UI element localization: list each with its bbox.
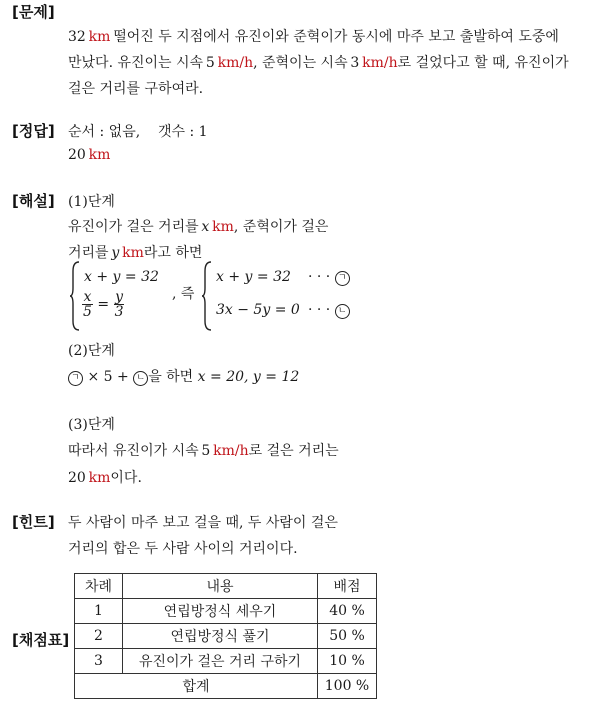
total-points: 100 % bbox=[318, 674, 377, 699]
answer-order: 순서 : 없음, bbox=[68, 124, 141, 140]
total-label: 합계 bbox=[75, 674, 318, 699]
table-row: 3 유진이가 걸은 거리 구하기 10 % bbox=[75, 649, 377, 674]
circled-nieun-icon: ㄴ bbox=[133, 371, 148, 386]
problem-line-1: 32 km 떨어진 두 지점에서 유진이와 준혁이가 동시에 마주 보고 출발하여 도중에 bbox=[68, 29, 559, 45]
answer-value: 20 km bbox=[68, 147, 111, 163]
table-row: 2 연립방정식 풀기 50 % bbox=[75, 624, 377, 649]
circled-giyeok-icon: ㄱ bbox=[68, 371, 83, 386]
solution-label: [해설] bbox=[12, 192, 55, 210]
hint-line-2: 거리의 합은 두 사람 사이의 거리이다. bbox=[68, 541, 298, 557]
system-2-eq-2: 3x − 5y = 0 bbox=[216, 302, 300, 318]
step-3-line-1: 따라서 유진이가 시속 5 km/h로 걸은 거리는 bbox=[68, 443, 339, 459]
problem-label: [문제] bbox=[12, 3, 55, 21]
step-2-title: (2)단계 bbox=[68, 343, 115, 359]
system-joiner: , 즉 bbox=[172, 286, 195, 302]
header-no: 차례 bbox=[75, 574, 123, 599]
table-header-row bbox=[75, 574, 377, 599]
step-3-line-2: 20 km이다. bbox=[68, 470, 142, 486]
unit-kmh: km/h bbox=[213, 443, 249, 459]
unit-kmh: km/h bbox=[217, 55, 254, 71]
scoring-table bbox=[74, 573, 377, 699]
left-brace-2 bbox=[201, 261, 213, 331]
unit-km: km bbox=[122, 245, 144, 261]
circled-giyeok-icon: ㄱ bbox=[335, 271, 350, 286]
unit-kmh: km/h bbox=[362, 55, 398, 71]
unit-km: km bbox=[88, 147, 111, 163]
scoring-label: [채점표] bbox=[12, 631, 70, 649]
step-1-line-2: 거리를 y km라고 하면 bbox=[68, 245, 203, 261]
unit-km: km bbox=[88, 29, 111, 45]
answer-label: [정답] bbox=[12, 122, 55, 140]
system-1-eq-1: x + y = 32 bbox=[84, 269, 159, 285]
unit-km: km bbox=[212, 219, 234, 235]
system-1-eq-2: $\frac{x}{5}$ = $\frac{y}{3}$ bbox=[83, 289, 124, 320]
step-1-line-1: 유진이가 걸은 거리를 x km, 준혁이가 걸은 bbox=[68, 219, 329, 235]
unit-km: km bbox=[88, 470, 111, 486]
header-points: 배점 bbox=[318, 574, 377, 599]
step-3-title: (3)단계 bbox=[68, 417, 115, 433]
system-2-eq-1: x + y = 32 bbox=[216, 269, 291, 285]
table-total-row bbox=[75, 674, 377, 699]
hint-line-1: 두 사람이 마주 보고 걸을 때, 두 사람이 걸은 bbox=[68, 515, 338, 531]
answer-count: 갯수 : 1 bbox=[157, 124, 208, 140]
step-1-title: (1)단계 bbox=[68, 194, 115, 210]
answer-meta bbox=[68, 121, 208, 141]
system-2-mark-2: · · · ㄴ bbox=[308, 302, 350, 319]
header-content: 내용 bbox=[123, 574, 318, 599]
left-brace-1 bbox=[69, 261, 81, 331]
problem-line-3: 걸은 거리를 구하여라. bbox=[68, 81, 204, 97]
circled-nieun-icon: ㄴ bbox=[335, 304, 350, 319]
step-2-line: ㄱ × 5 + ㄴ 을 하면 x = 20, y = 12 bbox=[68, 366, 299, 386]
system-2-mark-1: · · · ㄱ bbox=[308, 269, 350, 286]
hint-label: [힌트] bbox=[12, 513, 55, 531]
table-row: 1 연립방정식 세우기 40 % bbox=[75, 599, 377, 624]
problem-line-2: 만났다. 유진이는 시속 5 km/h, 준혁이는 시속 3 km/h로 걸었다고 할 때, 유진이가 bbox=[68, 55, 569, 71]
